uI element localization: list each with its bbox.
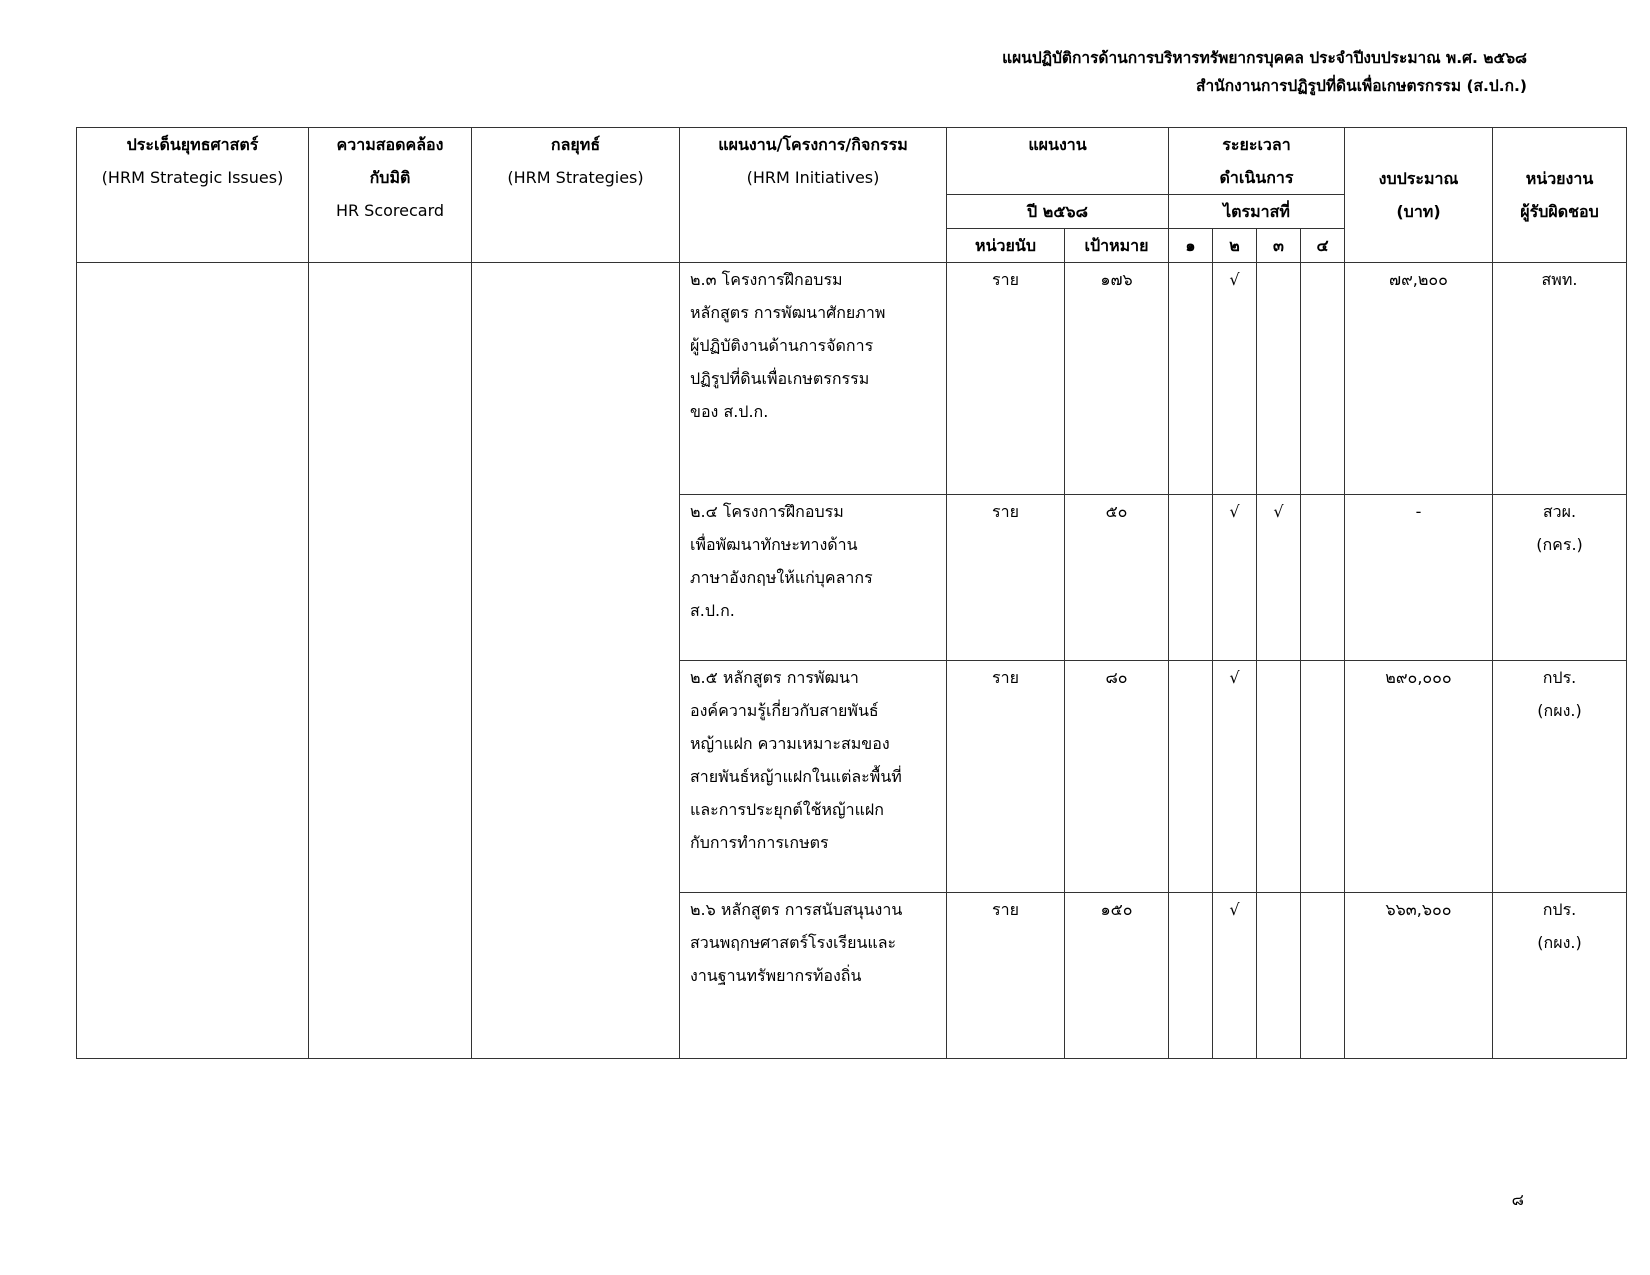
unit-cell: ราย — [947, 263, 1065, 495]
strategic-issue-cell — [77, 263, 309, 1059]
activity-cell: ๒.๓ โครงการฝึกอบรม หลักสูตร การพัฒนาศักยภาพ ผู้ปฏิบัติงานด้านการจัดการ ปฏิรูปที่ดินเพื่อเกษตรกรรม ของ ส.ป.ก. — [680, 263, 947, 495]
header-row-1 — [77, 128, 1627, 195]
col-unit: หน่วยนับ — [947, 229, 1065, 263]
q4-cell — [1301, 263, 1345, 495]
col-plan-year: ปี ๒๕๖๘ — [947, 195, 1169, 229]
document-header — [1002, 44, 1527, 100]
page-number: ๘ — [1511, 1190, 1524, 1209]
q3-cell — [1257, 661, 1301, 893]
scorecard-cell — [309, 263, 472, 1059]
target-cell: ๘๐ — [1065, 661, 1169, 893]
col-plan: แผนงาน — [947, 128, 1169, 195]
col-q4: ๔ — [1301, 229, 1345, 263]
responsible-cell: สวผ. (กคร.) — [1493, 495, 1627, 661]
activity-cell: ๒.๔ โครงการฝึกอบรม เพื่อพัฒนาทักษะทางด้าน ภาษาอังกฤษให้แก่บุคลากร ส.ป.ก. — [680, 495, 947, 661]
q4-cell — [1301, 661, 1345, 893]
budget-cell: ๗๙,๒๐๐ — [1345, 263, 1493, 495]
q1-cell — [1169, 893, 1213, 1059]
q1-cell — [1169, 263, 1213, 495]
activity-cell: ๒.๖ หลักสูตร การสนับสนุนงาน สวนพฤกษศาสตร์โรงเรียนและ งานฐานทรัพยากรท้องถิ่น — [680, 893, 947, 1059]
responsible-cell: กปร. (กผง.) — [1493, 893, 1627, 1059]
q2-cell: √ — [1213, 661, 1257, 893]
col-quarter: ไตรมาสที่ — [1169, 195, 1345, 229]
q2-cell: √ — [1213, 893, 1257, 1059]
hr-plan-table — [76, 127, 1627, 1059]
budget-cell: ๒๙๐,๐๐๐ — [1345, 661, 1493, 893]
col-period: ระยะเวลา ดำเนินการ — [1169, 128, 1345, 195]
q1-cell — [1169, 495, 1213, 661]
q3-cell: √ — [1257, 495, 1301, 661]
unit-cell: ราย — [947, 661, 1065, 893]
q2-cell: √ — [1213, 263, 1257, 495]
col-budget: งบประมาณ (บาท) — [1345, 128, 1493, 263]
target-cell: ๑๗๖ — [1065, 263, 1169, 495]
activity-cell: ๒.๕ หลักสูตร การพัฒนา องค์ความรู้เกี่ยวกับสายพันธ์ หญ้าแฝก ความเหมาะสมของ สายพันธ์หญ้าแฝกในแต่ละพื้นที่ และการประยุกต์ใช้หญ้าแฝก กับการทำการเกษตร — [680, 661, 947, 893]
unit-cell: ราย — [947, 495, 1065, 661]
col-hr-scorecard: ความสอดคล้อง กับมิติ HR Scorecard — [309, 128, 472, 263]
unit-cell: ราย — [947, 893, 1065, 1059]
col-q3: ๓ — [1257, 229, 1301, 263]
header-title: แผนปฏิบัติการด้านการบริหารทรัพยากรบุคคล ประจำปีงบประมาณ พ.ศ. ๒๕๖๘ — [1002, 49, 1527, 67]
target-cell: ๑๕๐ — [1065, 893, 1169, 1059]
col-responsible: หน่วยงาน ผู้รับผิดชอบ — [1493, 128, 1627, 263]
col-strategic-issues: ประเด็นยุทธศาสตร์ (HRM Strategic Issues) — [77, 128, 309, 263]
header-agency: สำนักงานการปฏิรูปที่ดินเพื่อเกษตรกรรม (ส.ป.ก.) — [1196, 77, 1527, 95]
budget-cell: - — [1345, 495, 1493, 661]
col-q2: ๒ — [1213, 229, 1257, 263]
q3-cell — [1257, 893, 1301, 1059]
q4-cell — [1301, 495, 1345, 661]
table-row — [77, 263, 1627, 495]
q4-cell — [1301, 893, 1345, 1059]
q1-cell — [1169, 661, 1213, 893]
col-q1: ๑ — [1169, 229, 1213, 263]
strategy-cell — [472, 263, 680, 1059]
responsible-cell: สพท. — [1493, 263, 1627, 495]
responsible-cell: กปร. (กผง.) — [1493, 661, 1627, 893]
budget-cell: ๖๖๓,๖๐๐ — [1345, 893, 1493, 1059]
target-cell: ๕๐ — [1065, 495, 1169, 661]
q2-cell: √ — [1213, 495, 1257, 661]
col-strategies: กลยุทธ์ (HRM Strategies) — [472, 128, 680, 263]
col-initiatives: แผนงาน/โครงการ/กิจกรรม (HRM Initiatives) — [680, 128, 947, 263]
q3-cell — [1257, 263, 1301, 495]
col-target: เป้าหมาย — [1065, 229, 1169, 263]
